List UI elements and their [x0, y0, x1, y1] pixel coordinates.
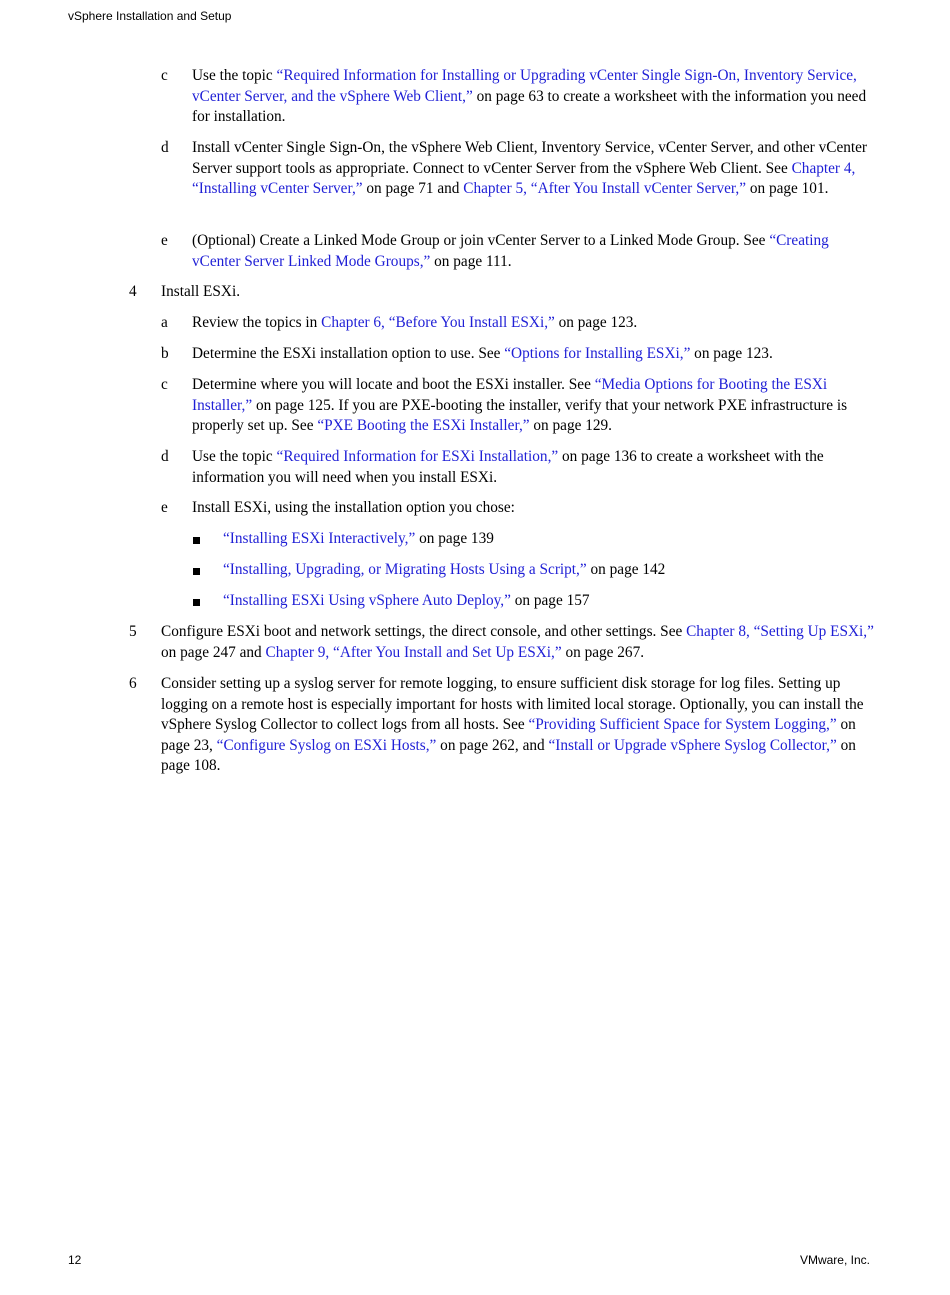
step-marker: e — [161, 499, 168, 516]
footer-company: VMware, Inc. — [799, 1253, 870, 1267]
step-text: Use the topic “Required Information for Installing or Upgrading vCenter Single Sign-On, Inventory Service, vCenter Server, and the vSphere Web Client,” on page 63 to create a worksheet with the information you need for installation. — [192, 67, 867, 126]
xref-link[interactable]: Chapter 9, “After You Install and Set Up ESXi,” — [265, 643, 562, 661]
step-marker: c — [161, 376, 168, 393]
step-number: 5 — [129, 623, 137, 640]
page-number: 12 — [68, 1253, 82, 1267]
square-bullet-icon — [193, 599, 200, 606]
step-text: Consider setting up a syslog server for remote logging, to ensure sufficient disk storage for log files. Setting up logging on a remote host is especially important for hosts with limited local storage. Optionally, you can install the vSphere Syslog Collector to collect logs from all hosts. See “Providing Sufficient Space for System Logging,” on page 23, “Configure Syslog on ESXi Hosts,” on page 262, and “Install or Upgrade vSphere Syslog Collector,” on page 108. — [161, 675, 864, 775]
xref-link[interactable]: Chapter 6, “Before You Install ESXi,” — [321, 314, 555, 331]
step-text: Use the topic “Required Information for ESXi Installation,” on page 136 to create a worksheet with the information you will need when you install ESXi. — [192, 448, 824, 486]
xref-link[interactable]: “Required Information for ESXi Installation,” — [276, 448, 559, 465]
step-text: Install ESXi. — [161, 283, 241, 300]
step-text: Configure ESXi boot and network settings, the direct console, and other settings. See Chapter 8, “Setting Up ESXi,” on page 247 and Chapter 9, “After You Install and Set Up ESXi,” on page 267. — [161, 623, 874, 661]
xref-link[interactable]: “Options for Installing ESXi,” — [504, 345, 691, 362]
bullet-text: “Installing ESXi Using vSphere Auto Deploy,” on page 157 — [223, 592, 590, 609]
xref-link[interactable]: Chapter 8, “Setting Up ESXi,” — [686, 623, 874, 640]
square-bullet-icon — [193, 537, 200, 544]
xref-link[interactable]: “Installing ESXi Using vSphere Auto Deploy,” — [223, 592, 511, 609]
xref-link[interactable]: “Installing, Upgrading, or Migrating Hosts Using a Script,” — [223, 561, 587, 578]
bullet-text: “Installing ESXi Interactively,” on page 139 — [223, 530, 494, 547]
xref-link[interactable]: “PXE Booting the ESXi Installer,” — [317, 417, 530, 435]
xref-link[interactable]: “Creating vCenter Server Linked Mode Groups,” — [192, 232, 829, 270]
step-text: Install vCenter Single Sign-On, the vSphere Web Client, Inventory Service, vCenter Server, and other vCenter Server support tools as appropriate. Connect to vCenter Server from the vSphere Web Client. See Chapter 4, “Installing vCenter Server,” on page 71 and Chapter 5, “After You Install vCenter Server,” on page 101. — [192, 139, 868, 198]
xref-link[interactable]: Chapter 5, “After You Install vCenter Server,” — [463, 180, 746, 198]
xref-link[interactable]: “Providing Sufficient Space for System Logging,” — [528, 716, 837, 734]
xref-link[interactable]: “Installing ESXi Interactively,” — [223, 530, 416, 547]
step-number: 4 — [129, 283, 137, 300]
step-number: 6 — [129, 675, 137, 692]
step-marker: e — [161, 232, 168, 249]
xref-link[interactable]: “Configure Syslog on ESXi Hosts,” — [216, 736, 437, 754]
step-marker: d — [161, 448, 169, 465]
xref-link[interactable]: Chapter 4, “Installing vCenter Server,” — [192, 159, 856, 198]
step-text: (Optional) Create a Linked Mode Group or join vCenter Server to a Linked Mode Group. See “Creating vCenter Server Linked Mode Groups,” on page 111. — [192, 232, 829, 270]
step-marker: c — [161, 67, 168, 84]
step-text: Review the topics in Chapter 6, “Before You Install ESXi,” on page 123. — [192, 314, 638, 331]
running-header: vSphere Installation and Setup — [68, 9, 232, 23]
bullet-text: “Installing, Upgrading, or Migrating Hosts Using a Script,” on page 142 — [223, 561, 666, 578]
xref-link[interactable]: “Install or Upgrade vSphere Syslog Collector,” — [548, 736, 837, 754]
step-marker: b — [161, 345, 169, 362]
xref-link[interactable]: “Media Options for Booting the ESXi Installer,” — [192, 376, 828, 414]
step-text: Determine where you will locate and boot the ESXi installer. See “Media Options for Booting the ESXi Installer,” on page 125. If you are PXE-booting the installer, verify that your network PXE infrastructure is properly set up. See “PXE Booting the ESXi Installer,” on page 129. — [192, 376, 848, 435]
step-text: Determine the ESXi installation option to use. See “Options for Installing ESXi,” on page 123. — [192, 345, 773, 362]
square-bullet-icon — [193, 568, 200, 575]
step-marker: a — [161, 314, 168, 331]
xref-link[interactable]: “Required Information for Installing or Upgrading vCenter Single Sign-On, Inventory Service, vCenter Server, and the vSphere Web Client,” — [192, 67, 857, 105]
step-marker: d — [161, 139, 169, 156]
step-text: Install ESXi, using the installation option you chose: — [192, 499, 515, 516]
